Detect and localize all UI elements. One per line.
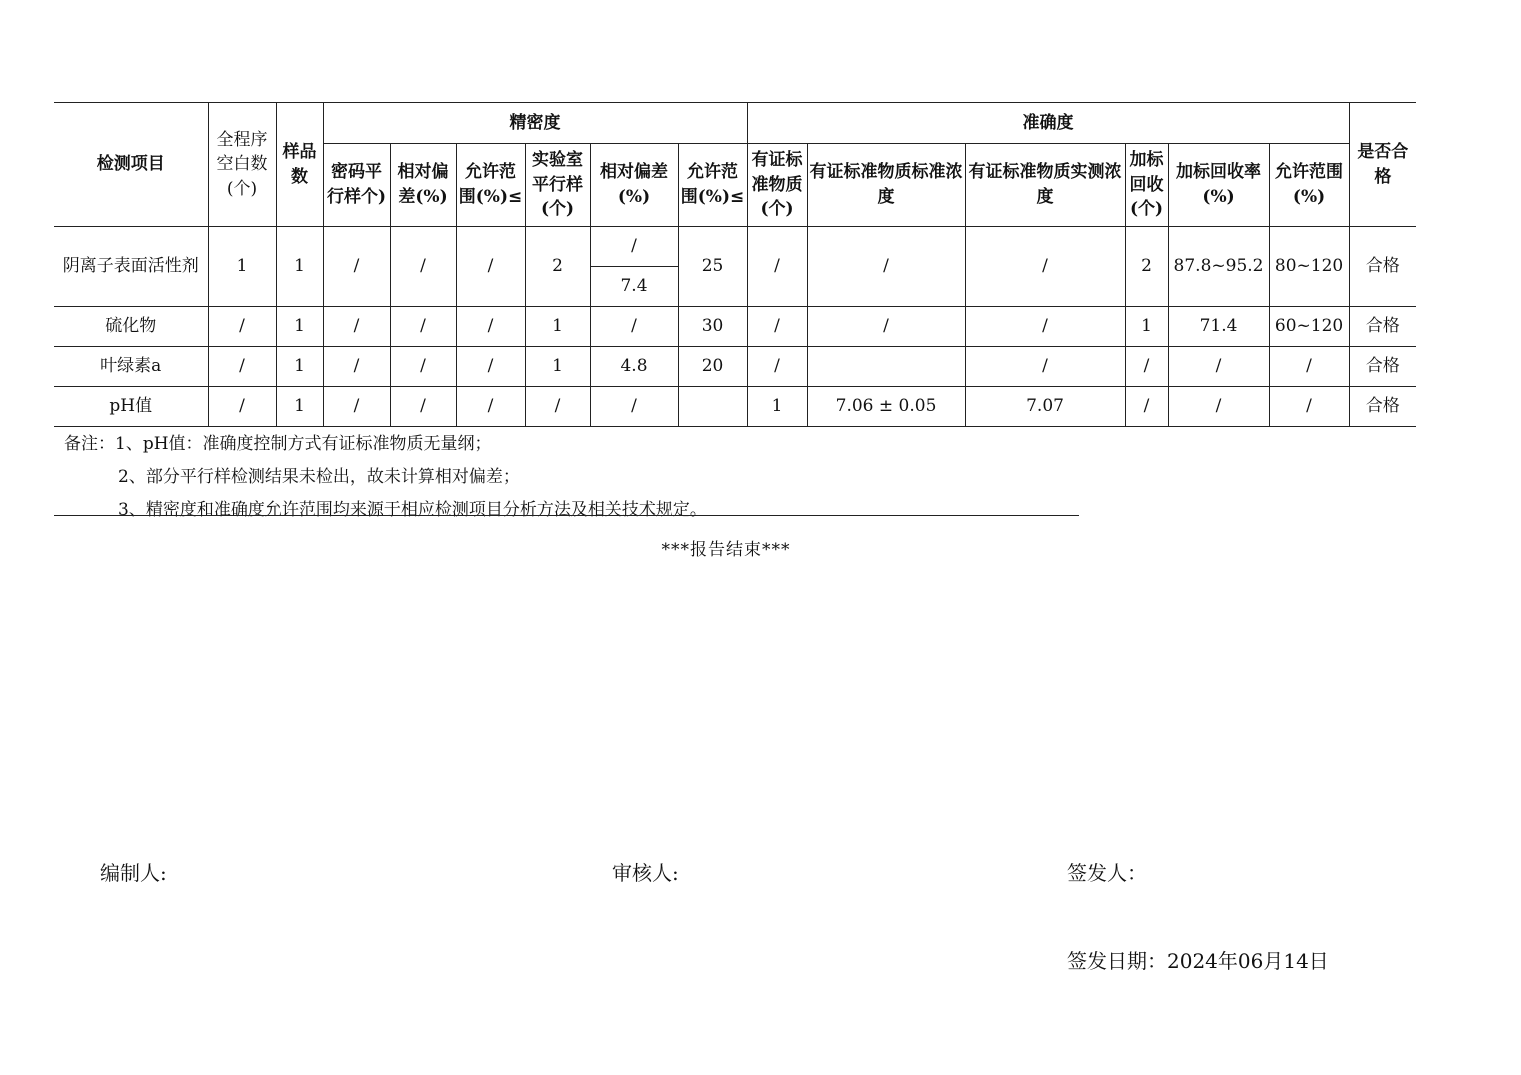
cell-spike-allow: / — [1269, 347, 1349, 387]
header-lab-parallel: 实验室平行样(个) — [525, 144, 590, 227]
cell-item: 硫化物 — [54, 307, 208, 347]
table-row — [54, 307, 1416, 347]
cell-samples: 1 — [276, 307, 323, 347]
cell-crm-meas: / — [965, 227, 1125, 307]
cell-lab: / — [525, 387, 590, 427]
cell-lab: 1 — [525, 347, 590, 387]
cell-blind: / — [323, 307, 390, 347]
cell-blank: / — [208, 307, 276, 347]
cell-crm-std: / — [807, 307, 965, 347]
cell-spike-allow: / — [1269, 387, 1349, 427]
quality-control-table — [54, 102, 1416, 427]
remarks — [64, 428, 707, 527]
header-crm-std: 有证标准物质标准浓度 — [807, 144, 965, 227]
remarks-underline — [54, 515, 1079, 516]
header-blind-parallel: 密码平行样个) — [323, 144, 390, 227]
cell-blank: / — [208, 347, 276, 387]
cell-spike-rate: / — [1168, 347, 1269, 387]
cell-crm-std: 7.06 ± 0.05 — [807, 387, 965, 427]
cell-result: 合格 — [1349, 347, 1416, 387]
cell-allow2: 30 — [678, 307, 747, 347]
cell-crm-count: / — [747, 227, 807, 307]
cell-allow1: / — [456, 347, 525, 387]
header-rel-dev-1: 相对偏差(%) — [390, 144, 456, 227]
remark-2: 2、部分平行样检测结果未检出，故未计算相对偏差； — [118, 467, 520, 487]
cell-result: 合格 — [1349, 307, 1416, 347]
cell-lab: 1 — [525, 307, 590, 347]
cell-item: 叶绿素a — [54, 347, 208, 387]
cell-rel1: / — [390, 387, 456, 427]
cell-rel2-bottom: 7.4 — [590, 267, 678, 307]
cell-blind: / — [323, 387, 390, 427]
header-samples: 样品数 — [276, 103, 323, 227]
cell-blind: / — [323, 227, 390, 307]
table-row — [54, 387, 1416, 427]
issue-date: 签发日期：2024年06月14日 — [1067, 949, 1329, 973]
header-qualified: 是否合格 — [1349, 103, 1416, 227]
cell-rel2: / — [590, 387, 678, 427]
cell-allow2: 25 — [678, 227, 747, 307]
header-precision: 精密度 — [323, 103, 747, 144]
header-blank: 全程序空白数(个) — [208, 103, 276, 227]
header-spike-allow: 允许范围(%) — [1269, 144, 1349, 227]
issuer-signature-label: 签发人： — [1067, 861, 1147, 885]
cell-item: 阴离子表面活性剂 — [54, 227, 208, 307]
cell-crm-count: 1 — [747, 387, 807, 427]
cell-rel1: / — [390, 347, 456, 387]
cell-result: 合格 — [1349, 387, 1416, 427]
remark-3: 3、精密度和准确度允许范围均来源于相应检测项目分析方法及相关技术规定。 — [118, 500, 707, 520]
cell-spike: / — [1125, 347, 1168, 387]
reviewer-signature-label: 审核人: — [612, 861, 679, 885]
cell-blank: / — [208, 387, 276, 427]
table-row — [54, 347, 1416, 387]
cell-allow2: 20 — [678, 347, 747, 387]
cell-blind: / — [323, 347, 390, 387]
cell-crm-meas: / — [965, 307, 1125, 347]
header-rel-dev-2: 相对偏差(%) — [590, 144, 678, 227]
cell-spike: / — [1125, 387, 1168, 427]
header-crm-meas: 有证标准物质实测浓度 — [965, 144, 1125, 227]
header-allow-2: 允许范围(%)≤ — [678, 144, 747, 227]
header-accuracy: 准确度 — [747, 103, 1349, 144]
cell-spike-allow: 60~120 — [1269, 307, 1349, 347]
cell-crm-count: / — [747, 347, 807, 387]
cell-crm-std — [807, 347, 965, 387]
cell-samples: 1 — [276, 227, 323, 307]
cell-crm-count: / — [747, 307, 807, 347]
compiler-signature-label: 编制人: — [100, 861, 167, 885]
cell-spike-rate: 87.8~95.2 — [1168, 227, 1269, 307]
cell-blank: 1 — [208, 227, 276, 307]
header-allow-1: 允许范围(%)≤ — [456, 144, 525, 227]
report-end-mark: ***报告结束*** — [661, 540, 791, 560]
cell-rel2: 4.8 — [590, 347, 678, 387]
cell-samples: 1 — [276, 387, 323, 427]
cell-crm-meas: / — [965, 347, 1125, 387]
cell-rel1: / — [390, 307, 456, 347]
cell-rel2: / — [590, 307, 678, 347]
cell-lab: 2 — [525, 227, 590, 307]
cell-allow2 — [678, 387, 747, 427]
cell-rel2-top: / — [590, 227, 678, 267]
cell-spike-rate: 71.4 — [1168, 307, 1269, 347]
cell-allow1: / — [456, 227, 525, 307]
cell-rel1: / — [390, 227, 456, 307]
cell-result: 合格 — [1349, 227, 1416, 307]
cell-allow1: / — [456, 307, 525, 347]
remark-1: 备注：1、pH值：准确度控制方式有证标准物质无量纲； — [64, 434, 492, 454]
cell-crm-std: / — [807, 227, 965, 307]
cell-spike-allow: 80~120 — [1269, 227, 1349, 307]
cell-allow1: / — [456, 387, 525, 427]
cell-spike: 2 — [1125, 227, 1168, 307]
cell-spike-rate: / — [1168, 387, 1269, 427]
cell-item: pH值 — [54, 387, 208, 427]
header-item: 检测项目 — [54, 103, 208, 227]
header-spike-rate: 加标回收率(%) — [1168, 144, 1269, 227]
header-crm-count: 有证标准物质(个) — [747, 144, 807, 227]
table-row — [54, 227, 1416, 267]
cell-crm-meas: 7.07 — [965, 387, 1125, 427]
cell-spike: 1 — [1125, 307, 1168, 347]
cell-samples: 1 — [276, 347, 323, 387]
header-spike-count: 加标回收(个) — [1125, 144, 1168, 227]
